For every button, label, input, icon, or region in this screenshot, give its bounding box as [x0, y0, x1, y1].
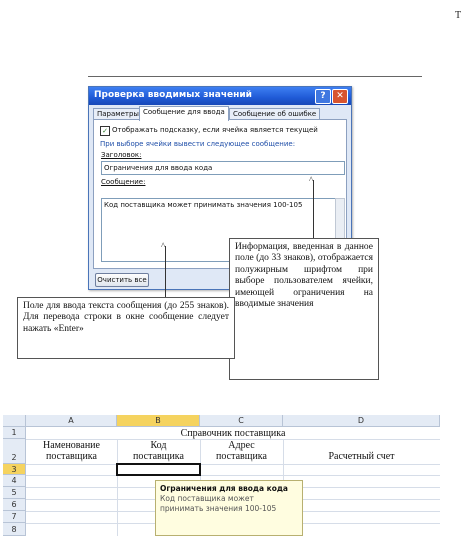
- row-header-1[interactable]: 1: [3, 427, 26, 439]
- instruction-text: При выборе ячейки вывести следующее сообщение:: [100, 140, 296, 148]
- column-header-a[interactable]: A: [26, 415, 117, 427]
- page-marker: Т: [455, 10, 462, 21]
- row-header-7[interactable]: 7: [3, 511, 26, 523]
- dialog-titlebar: [89, 87, 351, 105]
- show-hint-checkbox[interactable]: ✓: [100, 126, 110, 136]
- column-header-c[interactable]: C: [200, 415, 283, 427]
- callout-message-field: Поле для ввода текста сообщения (до 255 знаков). Для перевода строки в окне сообщение следует нажать «Enter»: [17, 297, 235, 359]
- show-hint-label: Отображать подсказку, если ячейка является текущей: [112, 126, 318, 134]
- title-field-label: Заголовок:: [101, 151, 142, 159]
- grid-line: [26, 475, 440, 476]
- tooltip-title: Ограничения для ввода кода: [160, 484, 288, 493]
- header-cell-a-line2: поставщика: [46, 451, 97, 462]
- callout-title-field: Информация, введенная в данное поле (до 33 знаков), отображается полужирным шрифтом при выборе пользователем ячейки, имеющей ограничения на вводимые значения: [229, 238, 379, 380]
- horizontal-rule: [88, 76, 422, 77]
- row-header-6[interactable]: 6: [3, 499, 26, 511]
- header-cell-c-line1[interactable]: Адрес: [228, 440, 255, 451]
- tab-error-alert[interactable]: Сообщение об ошибке: [229, 108, 320, 120]
- header-cell-d[interactable]: Расчетный счет: [328, 451, 395, 462]
- message-textarea[interactable]: Код поставщика может принимать значения 100-105: [101, 198, 339, 262]
- header-cell-b-line2: поставщика: [133, 451, 184, 462]
- pointer-line-message: [165, 246, 166, 297]
- row-header-4[interactable]: 4: [3, 475, 26, 487]
- sheet-title-cell[interactable]: Справочник поставщика: [180, 428, 286, 439]
- column-header-b[interactable]: B: [117, 415, 200, 427]
- column-header-d[interactable]: D: [283, 415, 440, 427]
- grid-line: [26, 464, 440, 465]
- tab-parameters[interactable]: Параметры: [93, 108, 143, 120]
- row-header-3[interactable]: 3: [3, 464, 26, 475]
- tooltip-message-line2: принимать значения 100-105: [160, 504, 277, 513]
- row-header-2[interactable]: 2: [3, 439, 26, 464]
- tab-input-message[interactable]: Сообщение для ввода: [139, 106, 229, 121]
- arrowhead-title: ^: [309, 175, 314, 185]
- clear-all-button[interactable]: Очистить все: [95, 273, 149, 287]
- arrowhead-message: ^: [161, 241, 166, 251]
- tooltip-message-line1: Код поставщика может: [160, 494, 254, 503]
- row-header-8[interactable]: 8: [3, 523, 26, 536]
- select-all-corner[interactable]: [3, 415, 26, 427]
- active-cell-b3[interactable]: [116, 463, 201, 476]
- message-field-label: Сообщение:: [101, 178, 146, 186]
- help-button[interactable]: ?: [315, 89, 331, 104]
- dialog-title: Проверка вводимых значений: [94, 90, 252, 100]
- header-cell-a-line1[interactable]: Наменование: [43, 440, 100, 451]
- row-header-5[interactable]: 5: [3, 487, 26, 499]
- close-button[interactable]: ✕: [332, 89, 348, 104]
- title-input[interactable]: Ограничения для ввода кода: [101, 161, 345, 175]
- header-cell-c-line2: поставщика: [216, 451, 267, 462]
- input-message-tooltip: [155, 480, 303, 536]
- pointer-line-title: [313, 180, 314, 238]
- header-cell-b-line1[interactable]: Код: [150, 440, 167, 451]
